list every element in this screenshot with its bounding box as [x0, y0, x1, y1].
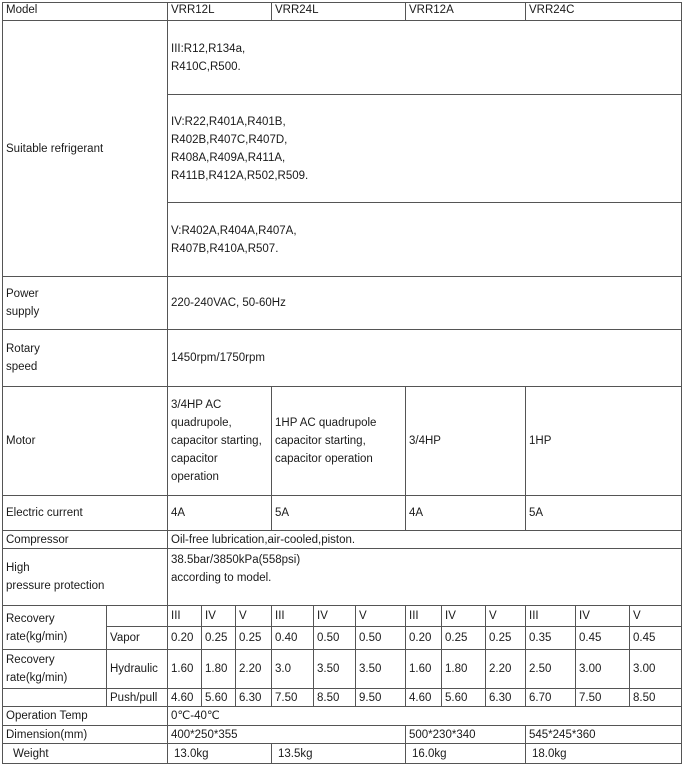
dimension-value-3: 545*245*360 [525, 725, 682, 744]
recovery-class: IV [313, 605, 356, 627]
hydraulic-label: Hydraulic [106, 649, 168, 689]
pushpull-label: Push/pull [106, 688, 168, 707]
header-model-3: VRR12A [405, 2, 526, 21]
pushpull-value: 6.70 [525, 688, 576, 707]
pushpull-value: 6.30 [235, 688, 272, 707]
hydraulic-value: 3.00 [629, 649, 682, 689]
current-model-2: 5A [271, 495, 406, 531]
weight-label: Weight [2, 743, 168, 764]
current-model-3: 4A [405, 495, 526, 531]
hydraulic-value: 1.60 [405, 649, 442, 689]
vapor-value: 0.50 [355, 626, 406, 650]
dimension-value-1: 400*250*355 [167, 725, 406, 744]
pushpull-value: 4.60 [167, 688, 202, 707]
hydraulic-value: 3.50 [313, 649, 356, 689]
header-model-1: VRR12L [167, 2, 272, 21]
pushpull-blank [2, 688, 107, 707]
current-model-4: 5A [525, 495, 682, 531]
hydraulic-value: 3.50 [355, 649, 406, 689]
hydraulic-value: 2.20 [485, 649, 526, 689]
compressor-label: Compressor [2, 530, 168, 549]
recovery-class: IV [441, 605, 486, 627]
header-model-2: VRR24L [271, 2, 406, 21]
recovery-class: IV [575, 605, 630, 627]
hydraulic-value: 1.80 [441, 649, 486, 689]
power-label: Power supply [2, 276, 168, 330]
recovery-class: III [167, 605, 202, 627]
vapor-value: 0.25 [235, 626, 272, 650]
current-label: Electric current [2, 495, 168, 531]
refrigerant-class-v: V:R402A,R404A,R407A, R407B,R410A,R507. [167, 202, 682, 277]
header-model-4: VRR24C [525, 2, 682, 21]
recovery-class: V [629, 605, 682, 627]
pushpull-value: 5.60 [201, 688, 236, 707]
vapor-label: Vapor [106, 626, 168, 650]
recovery-class: V [485, 605, 526, 627]
rotary-value: 1450rpm/1750rpm [167, 329, 682, 387]
vapor-value: 0.25 [485, 626, 526, 650]
weight-model-2: 13.5kg [271, 743, 406, 764]
rotary-label: Rotary speed [2, 329, 168, 387]
vapor-value: 0.25 [201, 626, 236, 650]
refrigerant-class-iii: III:R12,R134a, R410C,R500. [167, 20, 682, 95]
recovery-label-hydraulic: Recovery rate(kg/min) [2, 649, 107, 689]
refrigerant-class-iv: IV:R22,R401A,R401B, R402B,R407C,R407D, R408A,R409A,R411A, R411B,R412A,R502,R509. [167, 94, 682, 203]
hydraulic-value: 1.60 [167, 649, 202, 689]
vapor-value: 0.45 [575, 626, 630, 650]
recovery-class: V [355, 605, 406, 627]
recovery-class: V [235, 605, 272, 627]
optemp-label: Operation Temp [2, 706, 168, 726]
refrigerant-label: Suitable refrigerant [2, 20, 168, 277]
weight-model-3: 16.0kg [405, 743, 526, 764]
hydraulic-value: 2.50 [525, 649, 576, 689]
vapor-value: 0.25 [441, 626, 486, 650]
pushpull-value: 9.50 [355, 688, 406, 707]
vapor-value: 0.50 [313, 626, 356, 650]
vapor-value: 0.45 [629, 626, 682, 650]
hydraulic-value: 2.20 [235, 649, 272, 689]
pushpull-value: 7.50 [575, 688, 630, 707]
hydraulic-value: 1.80 [201, 649, 236, 689]
recovery-class: III [525, 605, 576, 627]
current-model-1: 4A [167, 495, 272, 531]
vapor-value: 0.35 [525, 626, 576, 650]
recovery-class: III [271, 605, 314, 627]
motor-label: Motor [2, 386, 168, 496]
vapor-value: 0.20 [405, 626, 442, 650]
vapor-value: 0.20 [167, 626, 202, 650]
motor-model-4: 1HP [525, 386, 682, 496]
pushpull-value: 4.60 [405, 688, 442, 707]
recovery-label-vapor: Recovery rate(kg/min) [2, 605, 107, 650]
pushpull-value: 8.50 [313, 688, 356, 707]
pressure-value: 38.5bar/3850kPa(558psi) according to model. [167, 548, 682, 606]
weight-model-1: 13.0kg [167, 743, 272, 764]
pushpull-value: 8.50 [629, 688, 682, 707]
pushpull-value: 6.30 [485, 688, 526, 707]
dimension-label: Dimension(mm) [2, 725, 168, 744]
pushpull-value: 5.60 [441, 688, 486, 707]
hydraulic-value: 3.00 [575, 649, 630, 689]
motor-model-2: 1HP AC quadrupole capacitor starting, capacitor operation [271, 386, 406, 496]
recovery-class-header-blank [106, 605, 168, 627]
motor-model-3: 3/4HP [405, 386, 526, 496]
pressure-label: High pressure protection [2, 548, 168, 606]
compressor-value: Oil-free lubrication,air-cooled,piston. [167, 530, 682, 549]
pushpull-value: 7.50 [271, 688, 314, 707]
hydraulic-value: 3.0 [271, 649, 314, 689]
header-model: Model [2, 2, 168, 21]
vapor-value: 0.40 [271, 626, 314, 650]
motor-model-1: 3/4HP AC quadrupole, capacitor starting, capacitor operation [167, 386, 272, 496]
weight-model-4: 18.0kg [525, 743, 682, 764]
power-value: 220-240VAC, 50-60Hz [167, 276, 682, 330]
optemp-value: 0℃-40℃ [167, 706, 682, 726]
recovery-class: IV [201, 605, 236, 627]
recovery-class: III [405, 605, 442, 627]
dimension-value-2: 500*230*340 [405, 725, 526, 744]
